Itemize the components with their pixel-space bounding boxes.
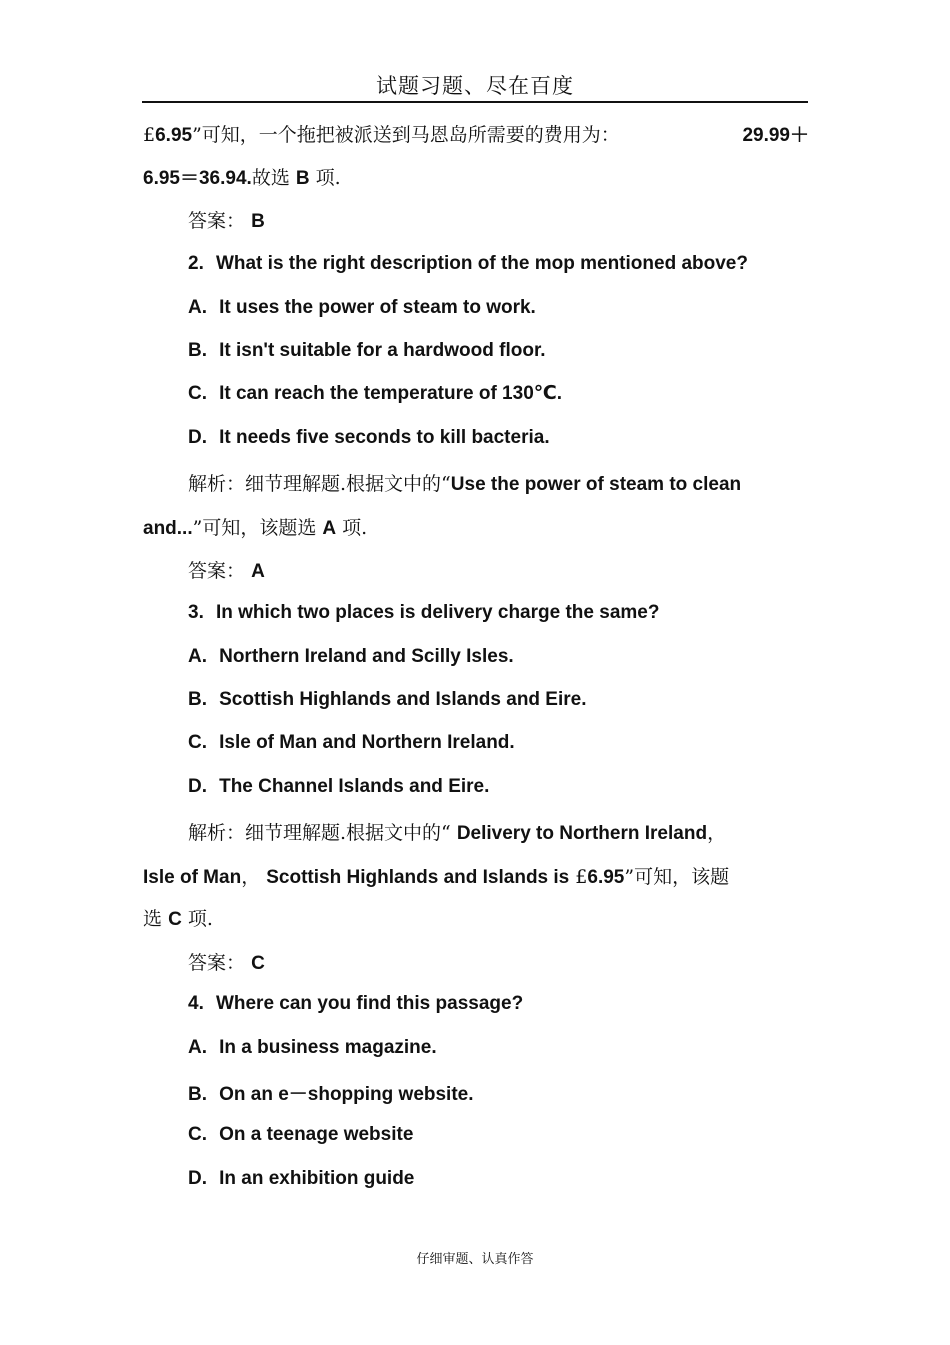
explanation-line-result: 选 C 项.	[143, 908, 213, 930]
option-c: C. It can reach the temperature of 130℃.	[188, 383, 563, 404]
option-b: B. It isn't suitable for a hardwood floor.	[188, 340, 546, 361]
option-d: D. It needs five seconds to kill bacteria.	[188, 427, 550, 448]
explanation-line: 解析：细节理解题.根据文中的“Use the power of steam to clean	[188, 473, 742, 495]
explanation-line-continued: £6.95”可知，一个拖把被派送到马恩岛所需要的费用为： 29.99＋	[143, 124, 809, 146]
question-2: 2. What is the right description of the mop mentioned above?	[188, 253, 748, 274]
question-3: 3. In which two places is delivery charge the same?	[188, 602, 660, 623]
page-header: 试题习题、尽在百度	[376, 74, 574, 98]
explanation-line-result: 6.95＝36.94.故选 B 项.	[143, 167, 341, 189]
option-b: B. On an e－shopping website.	[188, 1084, 474, 1105]
answer-line: 答案： C	[188, 952, 265, 974]
option-d: D. The Channel Islands and Eire.	[188, 776, 490, 797]
explanation-line-continued: Isle of Man， Scottish Highlands and Islands is £6.95”可知，该题	[143, 866, 730, 888]
page-footer: 仔细审题、认真作答	[416, 1252, 534, 1267]
option-a: A. It uses the power of steam to work.	[188, 297, 536, 318]
option-d: D. In an exhibition guide	[188, 1168, 415, 1189]
option-c: C. Isle of Man and Northern Ireland.	[188, 732, 515, 753]
header-rule	[142, 101, 808, 103]
option-c: C. On a teenage website	[188, 1124, 414, 1145]
question-4: 4. Where can you find this passage?	[188, 993, 524, 1014]
option-b: B. Scottish Highlands and Islands and Eire.	[188, 689, 587, 710]
option-a: A. In a business magazine.	[188, 1037, 437, 1058]
answer-line: 答案： B	[188, 210, 265, 232]
explanation-line: 解析：细节理解题.根据文中的“ Delivery to Northern Ireland，	[188, 822, 727, 844]
answer-line: 答案： A	[188, 560, 265, 582]
option-a: A. Northern Ireland and Scilly Isles.	[188, 646, 514, 667]
explanation-line-result: and...”可知，该题选 A 项.	[143, 517, 368, 539]
